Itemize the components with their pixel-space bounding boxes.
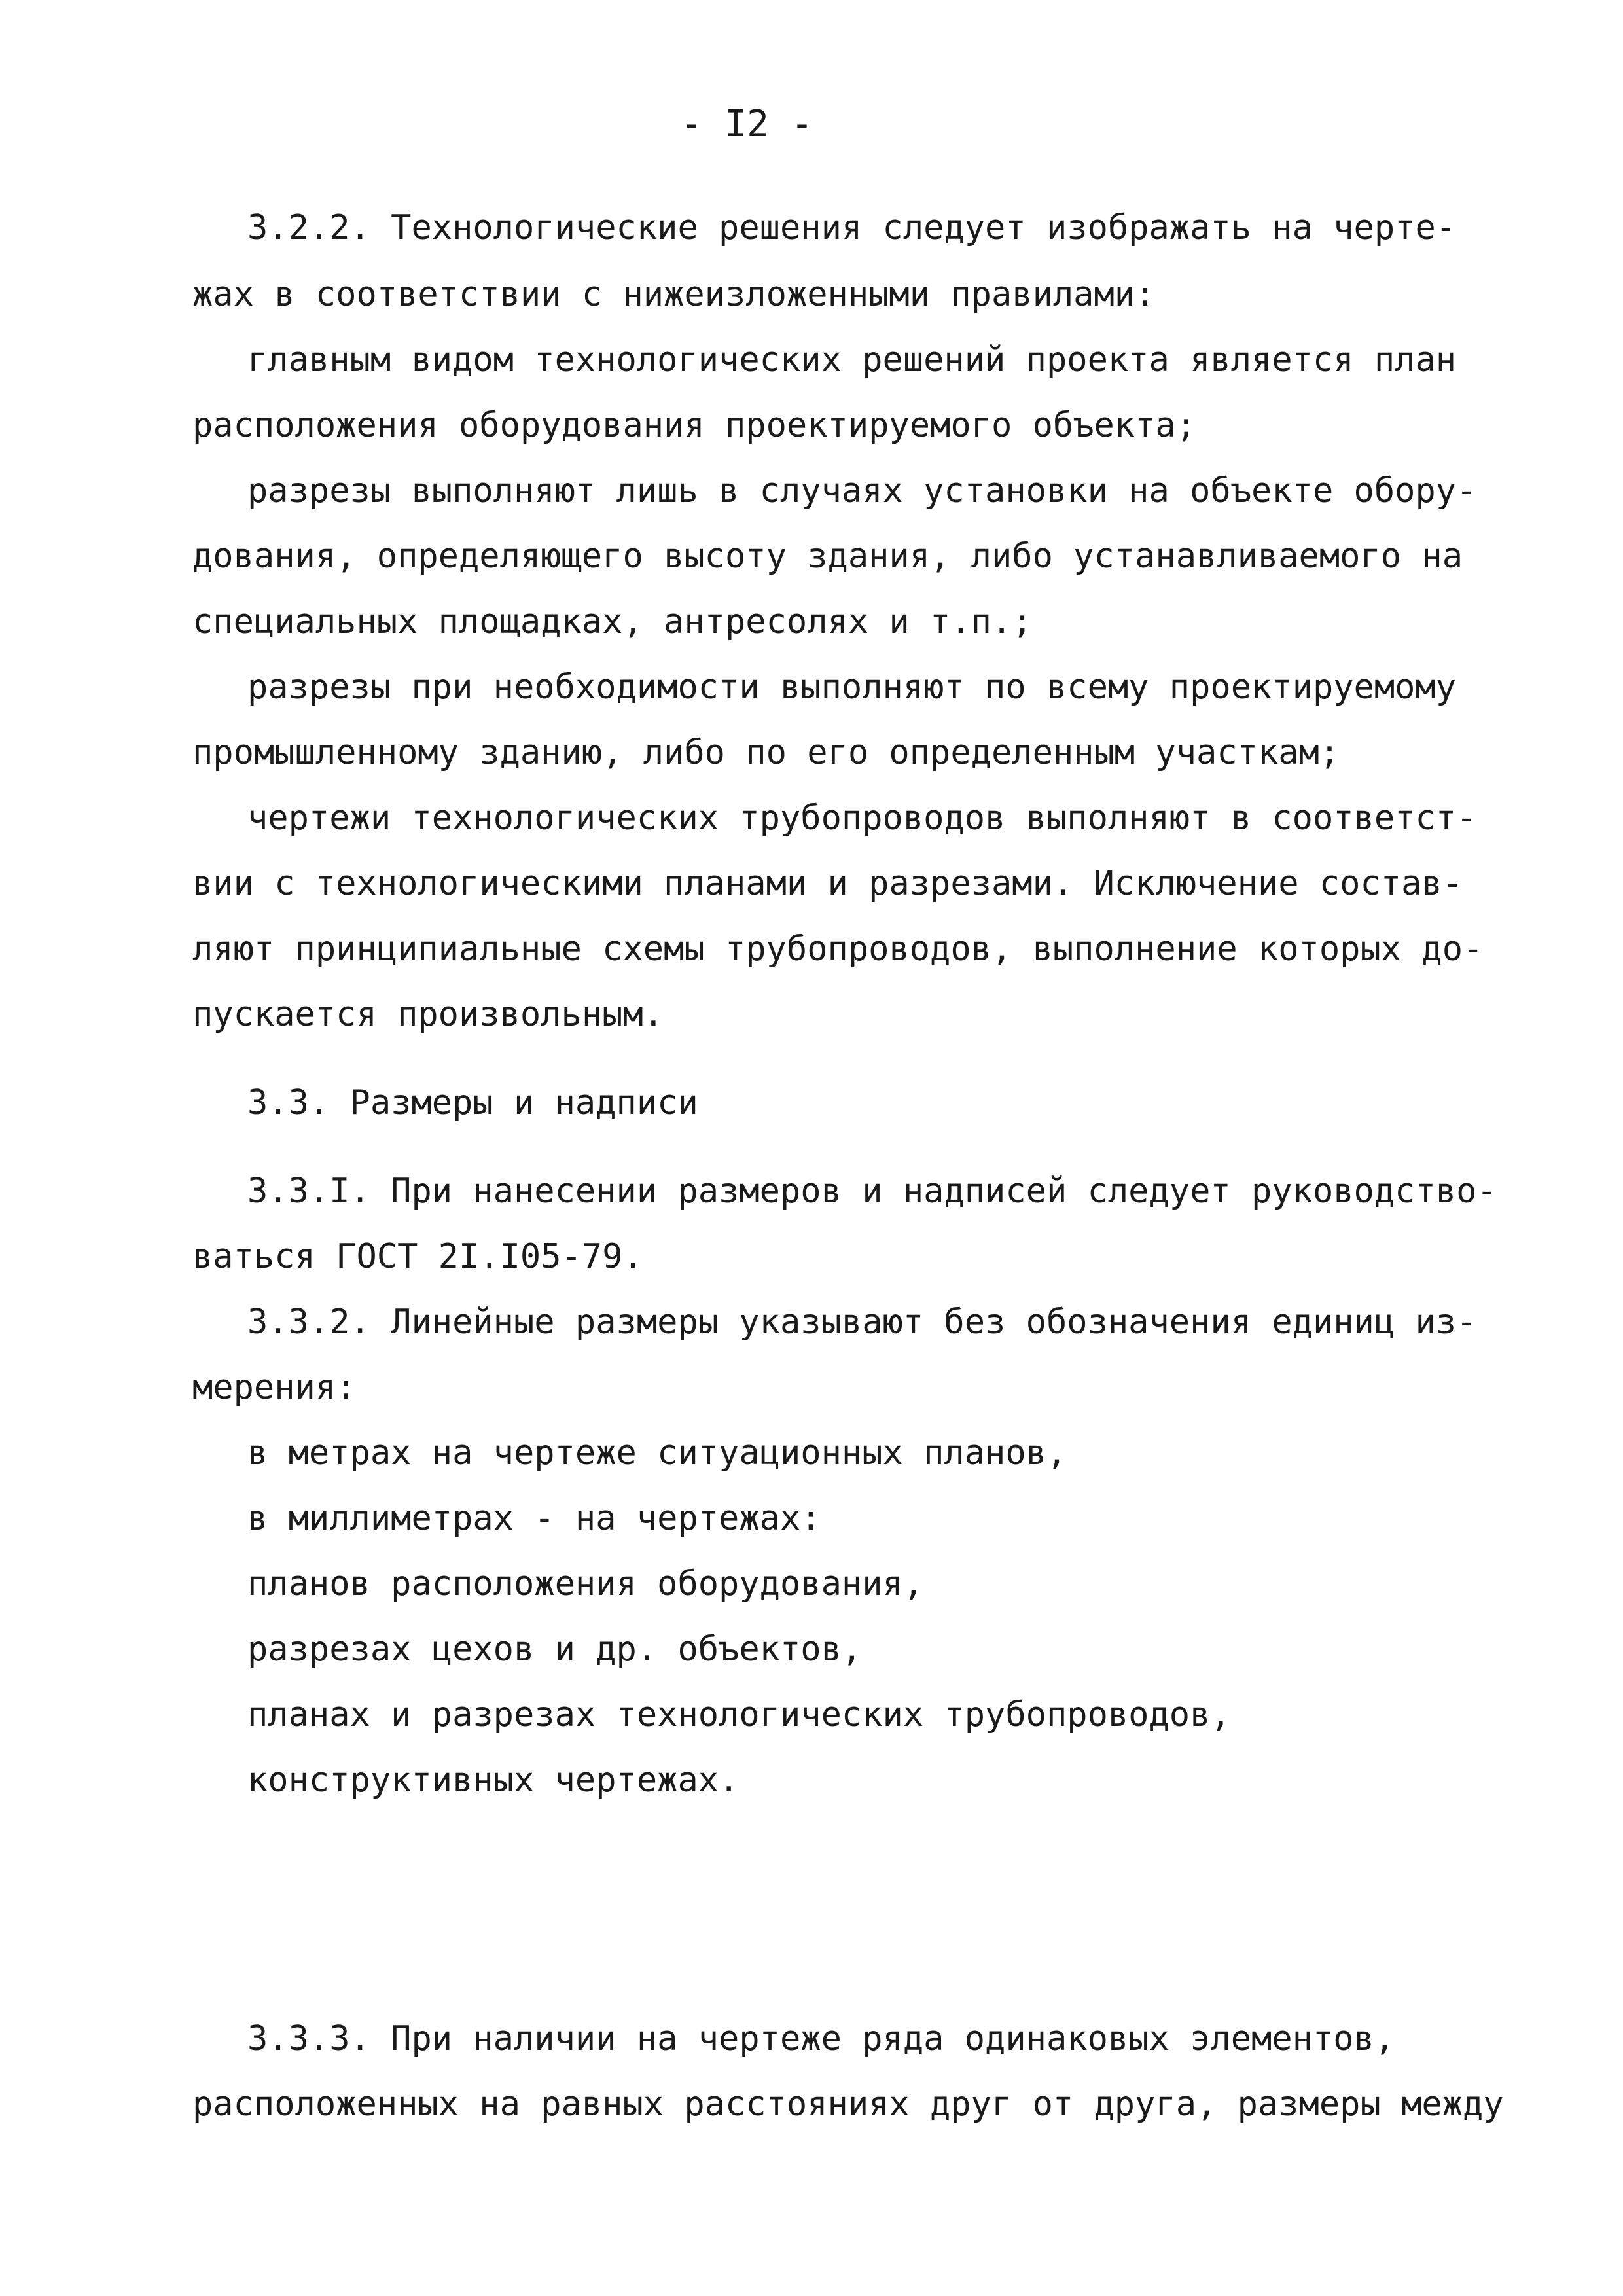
text-line: разрезы при необходимости выполняют по всему проектируемому bbox=[247, 668, 1457, 707]
text-line: чертежи технологических трубопроводов выполняют в соответст- bbox=[247, 798, 1477, 838]
text-line: разрезы выполняют лишь в случаях установки на объекте обору- bbox=[247, 471, 1477, 511]
text-line: 3.2.2. Технологические решения следует изображать на черте- bbox=[247, 208, 1457, 247]
text-line: ляют принципиальные схемы трубопроводов, выполнение которых до- bbox=[192, 929, 1484, 969]
text-line: планов расположения оборудования, bbox=[247, 1564, 924, 1604]
text-line: 3.3.I. При нанесении размеров и надписей следует руководство- bbox=[247, 1172, 1497, 1211]
text-line: пускается произвольным. bbox=[192, 995, 664, 1034]
text-line: промышленному зданию, либо по его определенным участкам; bbox=[192, 733, 1340, 772]
text-line: мерения: bbox=[192, 1368, 357, 1407]
text-line: специальных площадках, антресолях и т.п.; bbox=[192, 602, 1033, 641]
text-line: главным видом технологических решений проекта является план bbox=[247, 340, 1457, 380]
text-line: 3.3.3. При наличии на чертеже ряда одинаковых элементов, bbox=[247, 2019, 1395, 2058]
text-line: вии с технологическими планами и разрезами. Исключение состав- bbox=[192, 864, 1463, 903]
text-line: планах и разрезах технологических трубопроводов, bbox=[247, 1695, 1231, 1734]
text-line: разрезах цехов и др. объектов, bbox=[247, 1630, 863, 1669]
page-number: - I2 - bbox=[681, 103, 813, 145]
section-heading: 3.3. Размеры и надписи bbox=[247, 1083, 698, 1122]
text-line: 3.3.2. Линейные размеры указывают без обозначения единиц из- bbox=[247, 1302, 1477, 1342]
text-line: жах в соответствии с нижеизложенными правилами: bbox=[192, 275, 1156, 314]
text-line: расположенных на равных расстояниях друг от друга, размеры между bbox=[192, 2085, 1504, 2124]
text-line: ваться ГОСТ 2I.I05-79. bbox=[192, 1237, 643, 1276]
text-line: дования, определяющего высоту здания, либо устанавливаемого на bbox=[192, 537, 1463, 576]
text-line: в метрах на чертеже ситуационных планов, bbox=[247, 1433, 1067, 1473]
text-line: в миллиметрах - на чертежах: bbox=[247, 1499, 821, 1538]
text-line: конструктивных чертежах. bbox=[247, 1761, 740, 1800]
text-line: расположения оборудования проектируемого объекта; bbox=[192, 406, 1197, 445]
